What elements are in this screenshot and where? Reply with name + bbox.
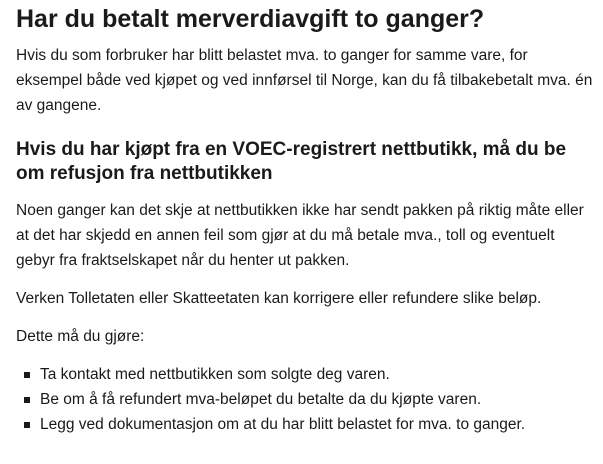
section-paragraph-2: Verken Tolletaten eller Skatteetaten kan korrigere eller refundere slike beløp. (16, 290, 542, 307)
steps-list (16, 362, 596, 437)
list-item (16, 387, 596, 412)
bullet-icon (24, 372, 30, 378)
bullet-icon (24, 397, 30, 403)
list-item-text: Be om å få refundert mva-beløpet du betalte da du kjøpte varen. (40, 391, 482, 408)
section-paragraph-1: Noen ganger kan det skje at nettbutikken ikke har sendt pakken på riktig måte eller at det har skjedd en annen feil som gjør at du må betale mva., toll og eventuelt gebyr fra fraktselskapet når du henter ut pakken. (16, 202, 584, 269)
intro-paragraph: Hvis du som forbruker har blitt belastet mva. to ganger for samme vare, for eksempel både ved kjøpet og ved innførsel til Norge, kan du få tilbakebetalt mva. én av gangene. (16, 47, 593, 114)
page-title: Har du betalt merverdiavgift to ganger? (16, 5, 485, 33)
list-item-text: Legg ved dokumentasjon om at du har blitt belastet for mva. to ganger. (40, 416, 526, 433)
list-item-text: Ta kontakt med nettbutikken som solgte deg varen. (40, 366, 390, 383)
article (16, 0, 596, 437)
list-item (16, 412, 596, 437)
list-item (16, 362, 596, 387)
bullet-icon (24, 422, 30, 428)
section-heading: Hvis du har kjøpt fra en VOEC-registrert nettbutikk, må du be om refusjon fra nettbutikken (16, 139, 567, 184)
section-paragraph-3: Dette må du gjøre: (16, 328, 145, 345)
